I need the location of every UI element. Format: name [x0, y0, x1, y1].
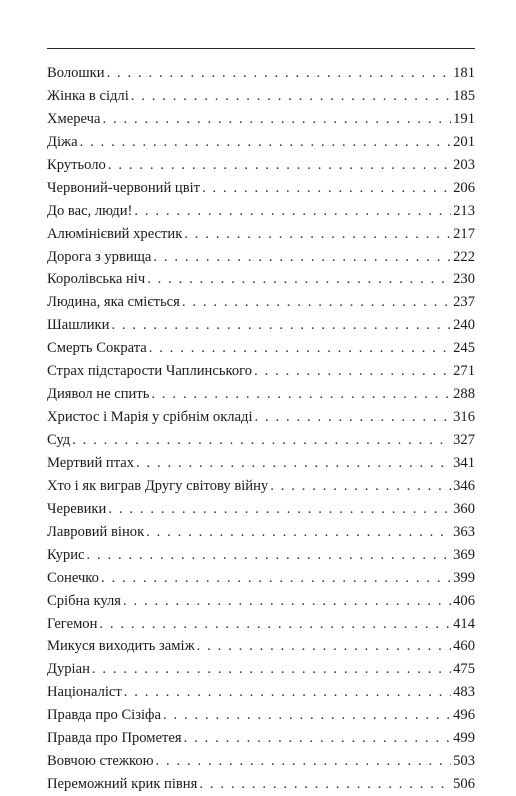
toc-entry-page-number: 399: [453, 569, 475, 586]
toc-entry-page-number: 475: [453, 661, 475, 678]
toc-entry[interactable]: [47, 337, 475, 360]
toc-entry-title: До вас, люди!: [47, 202, 133, 219]
dot-leader: [108, 154, 451, 177]
header-rule: [47, 48, 475, 49]
toc-entry[interactable]: [47, 704, 475, 727]
toc-entry[interactable]: [47, 727, 475, 750]
dot-leader: [92, 658, 451, 681]
toc-entry[interactable]: [47, 223, 475, 246]
toc-entry-title: Курис: [47, 546, 85, 563]
toc-entry-title: Христос і Марія у срібнім окладі: [47, 409, 253, 426]
dot-leader: [124, 681, 451, 704]
dot-leader: [108, 498, 451, 521]
toc-entry[interactable]: [47, 246, 475, 269]
dot-leader: [147, 268, 451, 291]
toc-entry-page-number: 346: [453, 477, 475, 494]
toc-entry-page-number: 230: [453, 271, 475, 288]
dot-leader: [151, 383, 451, 406]
toc-entry-title: Хто і як виграв Другу світову війну: [47, 477, 269, 494]
toc-entry-page-number: 503: [453, 753, 475, 770]
toc-entry-title: Червоний-червоний цвіт: [47, 179, 201, 196]
dot-leader: [199, 773, 451, 796]
dot-leader: [111, 314, 451, 337]
dot-leader: [184, 727, 452, 750]
toc-entry[interactable]: [47, 268, 475, 291]
toc-entry-title: Жінка в сідлі: [47, 87, 129, 104]
toc-entry-title: Гегемон: [47, 615, 98, 632]
toc-entry-title: Микуся виходить заміж: [47, 638, 195, 655]
toc-entry[interactable]: [47, 291, 475, 314]
toc-entry-title: Мертвий птах: [47, 454, 135, 471]
toc-entry-title: Дорога з урвища: [47, 248, 152, 265]
toc-entry[interactable]: [47, 85, 475, 108]
toc-entry-title: Крутьоло: [47, 156, 106, 173]
toc-entry-title: Хмереча: [47, 110, 101, 127]
dot-leader: [146, 521, 451, 544]
toc-entry[interactable]: [47, 452, 475, 475]
toc-entry-title: Смерть Сократа: [47, 340, 147, 357]
toc-entry-page-number: 213: [453, 202, 475, 219]
toc-entry-page-number: 237: [453, 294, 475, 311]
toc-entry-page-number: 499: [453, 730, 475, 747]
toc-entry-page-number: 363: [453, 523, 475, 540]
toc-entry-page-number: 506: [453, 776, 475, 793]
toc-entry-page-number: 341: [453, 454, 475, 471]
toc-entry[interactable]: [47, 773, 475, 796]
toc-entry-page-number: 369: [453, 546, 475, 563]
dot-leader: [102, 108, 451, 131]
toc-entry[interactable]: [47, 108, 475, 131]
toc-entry-title: Шашлики: [47, 317, 110, 334]
toc-entry[interactable]: [47, 383, 475, 406]
toc-entry[interactable]: [47, 406, 475, 429]
dot-leader: [131, 85, 451, 108]
toc-entry-page-number: 414: [453, 615, 475, 632]
toc-entry-page-number: 203: [453, 156, 475, 173]
dot-leader: [149, 337, 451, 360]
toc-entry-page-number: 245: [453, 340, 475, 357]
toc-entry-page-number: 483: [453, 684, 475, 701]
toc-entry-title: Суд: [47, 432, 71, 448]
toc-entry-title: Срібна куля: [47, 592, 121, 609]
toc-entry-title: Правда про Сізіфа: [47, 707, 161, 724]
toc-entry-title: Переможний крик півня: [47, 776, 198, 793]
toc-entry-page-number: 185: [453, 87, 475, 104]
toc-entry[interactable]: [47, 590, 475, 613]
toc-entry-title: Черевики: [47, 500, 107, 517]
toc-entry[interactable]: [47, 658, 475, 681]
table-of-contents: [47, 62, 475, 796]
toc-entry-title: Націоналіст: [47, 684, 122, 701]
dot-leader: [134, 200, 451, 223]
toc-entry-title: Волошки: [47, 65, 105, 81]
dot-leader: [123, 590, 451, 613]
toc-entry-page-number: 217: [453, 225, 475, 242]
toc-entry-page-number: 191: [453, 110, 475, 127]
toc-entry-title: Диявол не спить: [47, 386, 150, 403]
toc-entry[interactable]: [47, 360, 475, 383]
toc-entry-page-number: 406: [453, 592, 475, 609]
dot-leader: [184, 223, 451, 246]
toc-entry-page-number: 460: [453, 638, 475, 655]
toc-entry-title: Вовчою стежкою: [47, 753, 154, 770]
dot-leader: [202, 177, 451, 200]
toc-entry[interactable]: [47, 750, 475, 773]
toc-entry-page-number: 201: [453, 133, 475, 150]
toc-entry-page-number: 496: [453, 707, 475, 724]
dot-leader: [156, 750, 452, 773]
toc-entry[interactable]: [47, 200, 475, 223]
toc-entry-page-number: 222: [453, 248, 475, 265]
toc-entry[interactable]: [47, 314, 475, 337]
toc-entry-title: Людина, яка сміється: [47, 294, 180, 311]
toc-entry[interactable]: [47, 567, 475, 590]
toc-entry-title: Дуріан: [47, 661, 90, 678]
toc-entry-page-number: 206: [453, 179, 475, 196]
toc-entry[interactable]: [47, 613, 475, 636]
toc-entry[interactable]: [47, 62, 475, 85]
toc-entry[interactable]: [47, 521, 475, 544]
toc-entry-title: Алюмінієвий хрестик: [47, 225, 183, 242]
dot-leader: [87, 544, 452, 567]
dot-leader: [163, 704, 451, 727]
toc-entry[interactable]: [47, 154, 475, 177]
toc-entry-page-number: 271: [453, 363, 475, 380]
toc-entry-page-number: 288: [453, 386, 475, 403]
toc-entry[interactable]: [47, 635, 475, 658]
dot-leader: [153, 246, 451, 269]
toc-entry-page-number: 181: [453, 65, 475, 81]
dot-leader: [255, 406, 452, 429]
toc-entry[interactable]: [47, 429, 475, 452]
dot-leader: [72, 429, 451, 452]
toc-entry-page-number: 240: [453, 317, 475, 334]
toc-entry-title: Королівська ніч: [47, 271, 146, 288]
dot-leader: [136, 452, 451, 475]
dot-leader: [254, 360, 451, 383]
dot-leader: [99, 613, 451, 636]
toc-entry-page-number: 327: [453, 432, 475, 448]
dot-leader: [270, 475, 451, 498]
toc-entry-title: Правда про Прометея: [47, 730, 182, 747]
toc-entry-page-number: 316: [453, 409, 475, 426]
dot-leader: [107, 62, 452, 85]
dot-leader: [182, 291, 451, 314]
toc-entry[interactable]: [47, 681, 475, 704]
toc-entry[interactable]: [47, 498, 475, 521]
toc-entry-page-number: 360: [453, 500, 475, 517]
toc-entry[interactable]: [47, 475, 475, 498]
toc-entry[interactable]: [47, 177, 475, 200]
dot-leader: [80, 131, 452, 154]
toc-entry-title: Діжа: [47, 133, 78, 150]
dot-leader: [197, 635, 451, 658]
toc-entry-title: Страх підстарости Чаплинського: [47, 363, 253, 380]
toc-entry-title: Лавровий вінок: [47, 523, 145, 540]
toc-entry[interactable]: [47, 131, 475, 154]
toc-entry-title: Сонечко: [47, 569, 99, 586]
toc-entry[interactable]: [47, 544, 475, 567]
dot-leader: [101, 567, 451, 590]
